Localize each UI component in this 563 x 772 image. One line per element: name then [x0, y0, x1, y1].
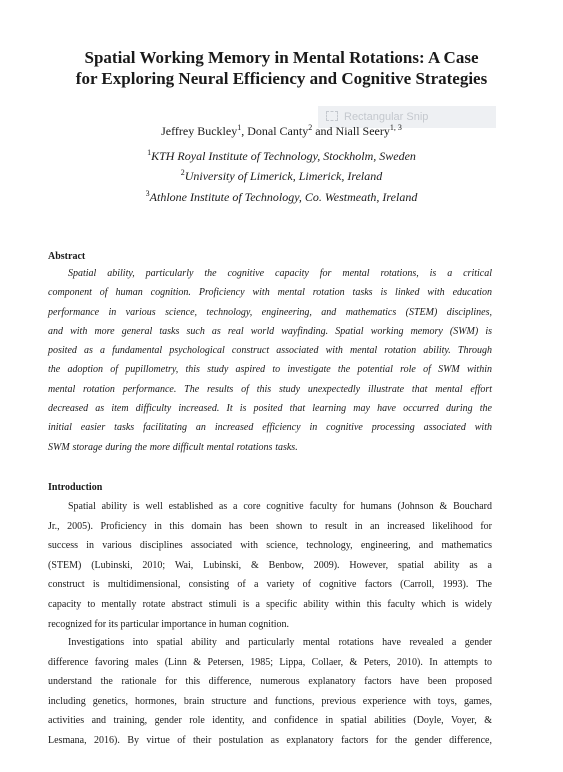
- paragraph-line: Lesmana, 2016). By virtue of their postulation as explanatory factors for the gender difference,: [48, 734, 492, 746]
- abstract-line: decreased as item difficulty increased. It is posited that learning may have occurred during the: [48, 403, 492, 415]
- intro-paragraph-1: [48, 497, 492, 634]
- affiliation-2-text: University of Limerick, Limerick, Ireland: [184, 169, 383, 183]
- paragraph-line: construct is multidimensional, consisting of a variety of cognitive factors (Carroll, 1993). The: [48, 579, 492, 591]
- title-line-1: Spatial Working Memory in Mental Rotations: A Case: [84, 48, 479, 67]
- abstract-line: and with more general tasks such as real world wayfinding. Spatial working memory (SWM) is: [48, 325, 492, 337]
- snip-rectangle-icon: [326, 111, 338, 121]
- paragraph-line: Investigations into spatial ability and particularly mental rotations have revealed a gender: [68, 637, 492, 648]
- author-1-sup: 1: [237, 123, 242, 132]
- paragraph-line: understand the rationale for this difference, numerous explanatory factors have been proposed: [48, 676, 492, 688]
- abstract-heading: Abstract: [48, 251, 86, 262]
- abstract-line: posited as a fundamental psychological construct associated with mental rotation ability. Through: [48, 345, 492, 357]
- author-3-name: and Niall Seery: [312, 124, 390, 138]
- author-1-name: Jeffrey Buckley: [161, 124, 238, 138]
- paragraph-line: Jr., 2005). Proficiency in this domain has been shown to result in an increased likelihood for: [48, 520, 492, 532]
- affiliation-2: [0, 169, 563, 183]
- abstract-line: mental rotation performance. The results of this study unexpectedly illustrate that mental effort: [48, 383, 492, 395]
- abstract-line: Spatial ability, particularly the cognitive capacity for mental rotations, is a critical: [68, 268, 492, 279]
- abstract-line: performance in various science, technology, engineering, and mathematics (STEM) disciplines,: [48, 306, 492, 318]
- paragraph-line: including genetics, hormones, brain structure and functions, previous experience with toys, games,: [48, 695, 492, 707]
- paragraph-line: recognized for its particular importance in human cognition.: [48, 618, 290, 630]
- affiliation-1-sup: 1: [147, 148, 152, 157]
- author-line: [0, 124, 563, 138]
- affiliation-3-sup: 3: [145, 189, 150, 198]
- author-3-sup: 1, 3: [389, 123, 402, 132]
- paragraph-line: success in various disciplines associated with science, technology, engineering, and mathematics: [48, 540, 492, 552]
- abstract-line: SWM storage during the more difficult mental rotations tasks.: [48, 441, 298, 453]
- affiliation-1: [0, 149, 563, 163]
- affiliation-1-text: KTH Royal Institute of Technology, Stockholm, Sweden: [151, 149, 416, 163]
- snip-label: Rectangular Snip: [344, 111, 429, 123]
- author-2-name: , Donal Canty: [241, 124, 309, 138]
- introduction-heading: Introduction: [48, 482, 103, 493]
- paragraph-line: Spatial ability is well established as a core cognitive faculty for humans (Johnson & Bouchard: [68, 501, 492, 512]
- affiliation-3: [0, 190, 563, 204]
- paper-title: [30, 47, 533, 89]
- abstract-line: initial easier tasks facilitating an increased efficiency in cognitive processing associated with: [48, 422, 492, 434]
- paragraph-line: (STEM) (Lubinski, 2010; Wai, Lubinski, & Benbow, 2009). However, spatial ability as a: [48, 559, 492, 571]
- paragraph-line: difference favoring males (Linn & Petersen, 1985; Lippa, Collaer, & Peters, 2010). In attempts to: [48, 656, 492, 668]
- intro-paragraph-2: [48, 633, 492, 751]
- paragraph-line: capacity to mentally rotate abstract stimuli is a specific ability within this faculty which is widely: [48, 598, 492, 610]
- abstract-body: [48, 264, 492, 457]
- affiliation-3-text: Athlone Institute of Technology, Co. Westmeath, Ireland: [149, 190, 418, 204]
- abstract-line: the adoption of pupillometry, this study aspired to investigate the potential role of SWM within: [48, 364, 492, 376]
- author-2-sup: 2: [308, 123, 313, 132]
- paragraph-line: activities and training, gender role identity, and confidence in spatial abilities (Doyle, Voyer, &: [48, 715, 492, 727]
- title-line-2: for Exploring Neural Efficiency and Cognitive Strategies: [75, 69, 488, 88]
- affiliation-2-sup: 2: [180, 168, 185, 177]
- abstract-line: component of human cognition. Proficiency with mental rotation tasks is linked with education: [48, 287, 492, 299]
